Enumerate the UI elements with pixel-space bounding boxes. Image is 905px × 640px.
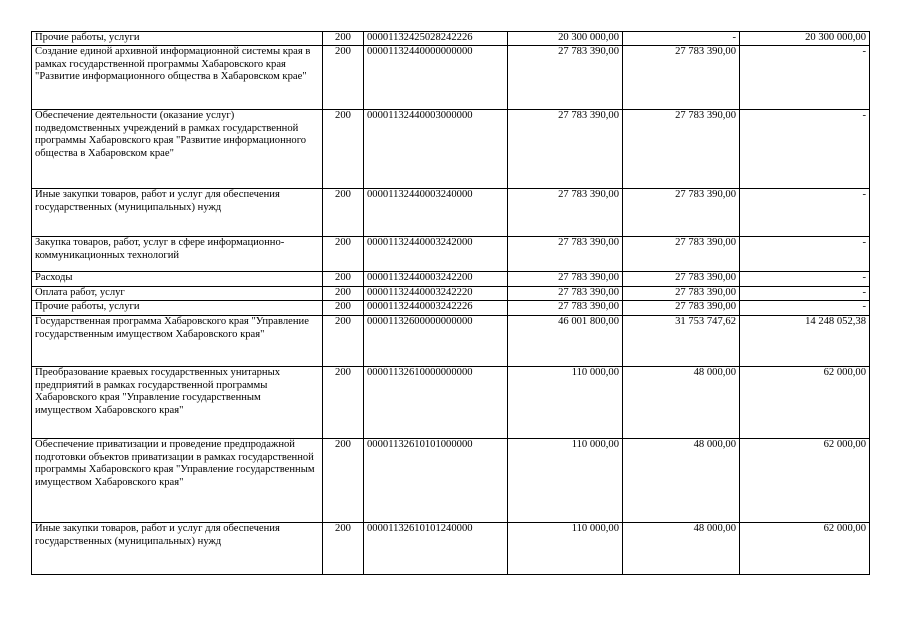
remaining-amount-cell: 62 000,00 <box>740 523 870 575</box>
expense-name-cell: Обеспечение приватизации и проведение предпродажной подготовки объектов приватизации в рамках государственной программы Хабаровского края "Управление государственным имуществом Хабаровского края" <box>32 439 323 523</box>
line-code-cell: 200 <box>323 46 364 110</box>
line-code-cell: 200 <box>323 316 364 367</box>
remaining-amount-cell: - <box>740 189 870 237</box>
budget-classification-code-cell: 00001132440003242226 <box>364 301 508 316</box>
executed-amount-cell: 27 783 390,00 <box>623 272 740 287</box>
remaining-amount-cell: - <box>740 110 870 189</box>
remaining-amount-cell: 14 248 052,38 <box>740 316 870 367</box>
table-row <box>32 46 870 110</box>
expense-name-cell: Расходы <box>32 272 323 287</box>
remaining-amount-cell: - <box>740 301 870 316</box>
executed-amount-cell: 27 783 390,00 <box>623 287 740 301</box>
line-code-cell: 200 <box>323 439 364 523</box>
approved-amount-cell: 27 783 390,00 <box>508 301 623 316</box>
budget-classification-code-cell: 00001132440000000000 <box>364 46 508 110</box>
budget-classification-code-cell: 00001132440003242220 <box>364 287 508 301</box>
executed-amount-cell: 27 783 390,00 <box>623 46 740 110</box>
expense-name-cell: Обеспечение деятельности (оказание услуг) подведомственных учреждений в рамках государственной программы Хабаровского края "Развитие информационного общества в Хабаровском крае" <box>32 110 323 189</box>
remaining-amount-cell: 20 300 000,00 <box>740 32 870 46</box>
executed-amount-cell: 27 783 390,00 <box>623 237 740 272</box>
approved-amount-cell: 27 783 390,00 <box>508 110 623 189</box>
approved-amount-cell: 110 000,00 <box>508 367 623 439</box>
table-row <box>32 523 870 575</box>
table-row <box>32 439 870 523</box>
remaining-amount-cell: 62 000,00 <box>740 367 870 439</box>
budget-classification-code-cell: 00001132440003240000 <box>364 189 508 237</box>
table-row <box>32 189 870 237</box>
remaining-amount-cell: - <box>740 46 870 110</box>
line-code-cell: 200 <box>323 367 364 439</box>
expense-name-cell: Прочие работы, услуги <box>32 32 323 46</box>
table-row <box>32 316 870 367</box>
budget-classification-code-cell: 00001132440003000000 <box>364 110 508 189</box>
expense-name-cell: Оплата работ, услуг <box>32 287 323 301</box>
approved-amount-cell: 27 783 390,00 <box>508 272 623 287</box>
expense-name-cell: Закупка товаров, работ, услуг в сфере информационно-коммуникационных технологий <box>32 237 323 272</box>
executed-amount-cell: 27 783 390,00 <box>623 301 740 316</box>
approved-amount-cell: 27 783 390,00 <box>508 46 623 110</box>
budget-classification-code-cell: 00001132610101000000 <box>364 439 508 523</box>
approved-amount-cell: 46 001 800,00 <box>508 316 623 367</box>
executed-amount-cell: - <box>623 32 740 46</box>
table-row <box>32 272 870 287</box>
remaining-amount-cell: - <box>740 272 870 287</box>
line-code-cell: 200 <box>323 272 364 287</box>
expense-name-cell: Иные закупки товаров, работ и услуг для обеспечения государственных (муниципальных) нужд <box>32 189 323 237</box>
remaining-amount-cell: - <box>740 237 870 272</box>
table-row <box>32 237 870 272</box>
table-row <box>32 301 870 316</box>
approved-amount-cell: 27 783 390,00 <box>508 287 623 301</box>
budget-classification-code-cell: 00001132610101240000 <box>364 523 508 575</box>
executed-amount-cell: 48 000,00 <box>623 439 740 523</box>
budget-classification-code-cell: 00001132425028242226 <box>364 32 508 46</box>
line-code-cell: 200 <box>323 189 364 237</box>
line-code-cell: 200 <box>323 301 364 316</box>
remaining-amount-cell: 62 000,00 <box>740 439 870 523</box>
line-code-cell: 200 <box>323 287 364 301</box>
table-body <box>32 32 870 575</box>
table-row <box>32 367 870 439</box>
executed-amount-cell: 27 783 390,00 <box>623 110 740 189</box>
executed-amount-cell: 48 000,00 <box>623 367 740 439</box>
approved-amount-cell: 110 000,00 <box>508 523 623 575</box>
budget-classification-code-cell: 00001132440003242000 <box>364 237 508 272</box>
executed-amount-cell: 31 753 747,62 <box>623 316 740 367</box>
table-row <box>32 287 870 301</box>
budget-classification-code-cell: 00001132440003242200 <box>364 272 508 287</box>
line-code-cell: 200 <box>323 110 364 189</box>
table-row <box>32 32 870 46</box>
line-code-cell: 200 <box>323 237 364 272</box>
budget-classification-code-cell: 00001132600000000000 <box>364 316 508 367</box>
approved-amount-cell: 110 000,00 <box>508 439 623 523</box>
approved-amount-cell: 20 300 000,00 <box>508 32 623 46</box>
budget-execution-table <box>31 31 870 575</box>
expense-name-cell: Создание единой архивной информационной системы края в рамках государственной программы Хабаровского края "Развитие информационного общества в Хабаровском крае" <box>32 46 323 110</box>
executed-amount-cell: 27 783 390,00 <box>623 189 740 237</box>
expense-name-cell: Преобразование краевых государственных унитарных предприятий в рамках государственной программы Хабаровского края "Управление государственным имуществом Хабаровского края" <box>32 367 323 439</box>
line-code-cell: 200 <box>323 523 364 575</box>
approved-amount-cell: 27 783 390,00 <box>508 237 623 272</box>
approved-amount-cell: 27 783 390,00 <box>508 189 623 237</box>
remaining-amount-cell: - <box>740 287 870 301</box>
expense-name-cell: Прочие работы, услуги <box>32 301 323 316</box>
table-row <box>32 110 870 189</box>
expense-name-cell: Государственная программа Хабаровского края "Управление государственным имуществом Хабаровского края" <box>32 316 323 367</box>
executed-amount-cell: 48 000,00 <box>623 523 740 575</box>
budget-classification-code-cell: 00001132610000000000 <box>364 367 508 439</box>
line-code-cell: 200 <box>323 32 364 46</box>
expense-name-cell: Иные закупки товаров, работ и услуг для обеспечения государственных (муниципальных) нужд <box>32 523 323 575</box>
